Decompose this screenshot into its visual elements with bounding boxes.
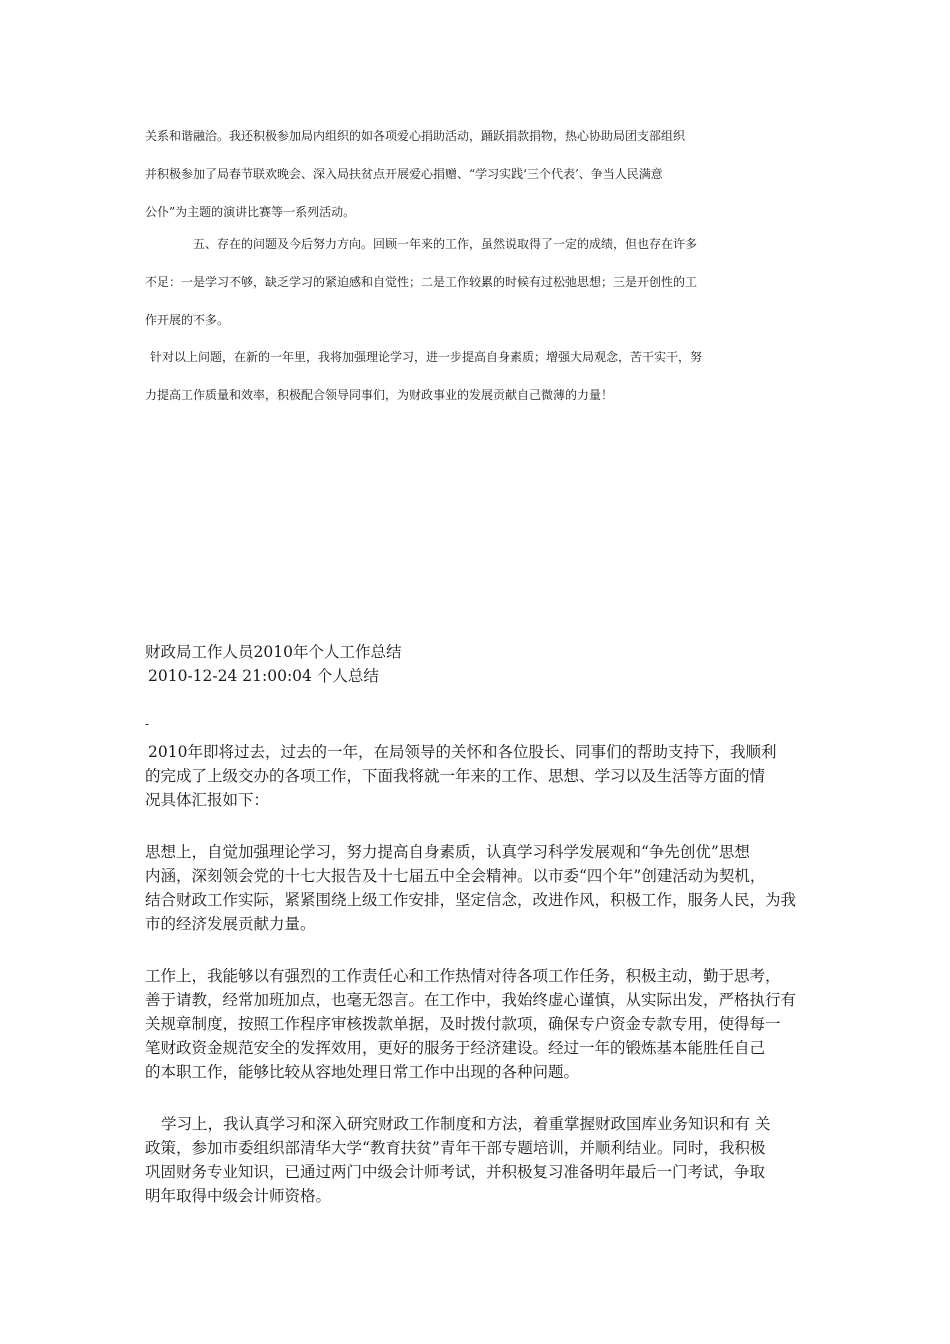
study-line: 学习上，我认真学习和深入研究财政工作制度和方法，着重掌握财政国库业务知识和有 关: [161, 1115, 771, 1133]
intro-line: 的完成了上级交办的各项工作，下面我将就一年来的工作、思想、学习以及生活等方面的情: [145, 767, 766, 785]
article-title: 财政局工作人员2010年个人工作总结: [145, 643, 402, 661]
section-five-heading-line: 五、存在的问题及今后努力方向。回顾一年来的工作，虽然说取得了一定的成绩，但也存在许多: [193, 237, 698, 251]
thought-line: 市的经济发展贡献力量。: [145, 915, 316, 933]
intro-line: 况具体汇报如下：: [145, 791, 270, 809]
article-meta: 2010-12-24 21:00:04 个人总结: [148, 667, 379, 685]
paragraph-line: 不足：一是学习不够，缺乏学习的紧迫感和自觉性；二是工作较累的时候有过松弛思想；三是开创性的工: [145, 275, 698, 289]
paragraph-line: 力提高工作质量和效率，积极配合领导同事们，为财政事业的发展贡献自己微薄的力量！: [145, 388, 614, 402]
thought-line: 结合财政工作实际，紧紧围绕上级工作安排，坚定信念，改进作风，积极工作，服务人民，为我: [145, 891, 797, 909]
work-line: 的本职工作，能够比较从容地处理日常工作中出现的各种问题。: [145, 1063, 580, 1081]
paragraph-line: 针对以上问题，在新的一年里，我将加强理论学习，进一步提高自身素质；增强大局观念，苦干实干，努: [150, 350, 703, 364]
thought-line: 思想上，自觉加强理论学习，努力提高自身素质，认真学习科学发展观和“争先创优”思想: [145, 843, 750, 861]
paragraph-line: 关系和谐融洽。我还积极参加局内组织的如各项爱心捐助活动，踊跃捐款捐物，热心协助局团支部组织: [145, 129, 686, 143]
work-line: 善于请教，经常加班加点，也毫无怨言。在工作中，我始终虚心谨慎，从实际出发，严格执行有: [145, 991, 797, 1009]
study-line: 巩固财务专业知识，已通过两门中级会计师考试，并积极复习准备明年最后一门考试，争取: [145, 1163, 766, 1181]
paragraph-line: 公仆”为主题的演讲比赛等一系列活动。: [145, 205, 356, 219]
work-line: 笔财政资金规范安全的发挥效用，更好的服务于经济建设。经过一年的锻炼基本能胜任自己: [145, 1039, 766, 1057]
dash-separator: -: [145, 717, 150, 731]
work-line: 工作上，我能够以有强烈的工作责任心和工作热情对待各项工作任务，积极主动，勤于思考，: [145, 967, 781, 985]
work-line: 关规章制度，按照工作程序审核拨款单据，及时拨付款项，确保专户资金专款专用，使得每一: [145, 1015, 781, 1033]
paragraph-line: 作开展的不多。: [145, 313, 230, 327]
study-line: 明年取得中级会计师资格。: [145, 1187, 332, 1205]
thought-line: 内涵，深刻领会党的十七大报告及十七届五中全会精神。以市委“四个年”创建活动为契机，: [145, 867, 766, 885]
intro-line: 2010年即将过去，过去的一年，在局领导的关怀和各位股长、同事们的帮助支持下，我顺利: [148, 743, 777, 761]
study-line: 政策，参加市委组织部清华大学“教育扶贫”青年干部专题培训，并顺利结业。同时，我积极: [145, 1139, 766, 1157]
paragraph-line: 并积极参加了局春节联欢晚会、深入局扶贫点开展爱心捐赠、“学习实践‘三个代表’、争当人民满意: [145, 167, 663, 181]
